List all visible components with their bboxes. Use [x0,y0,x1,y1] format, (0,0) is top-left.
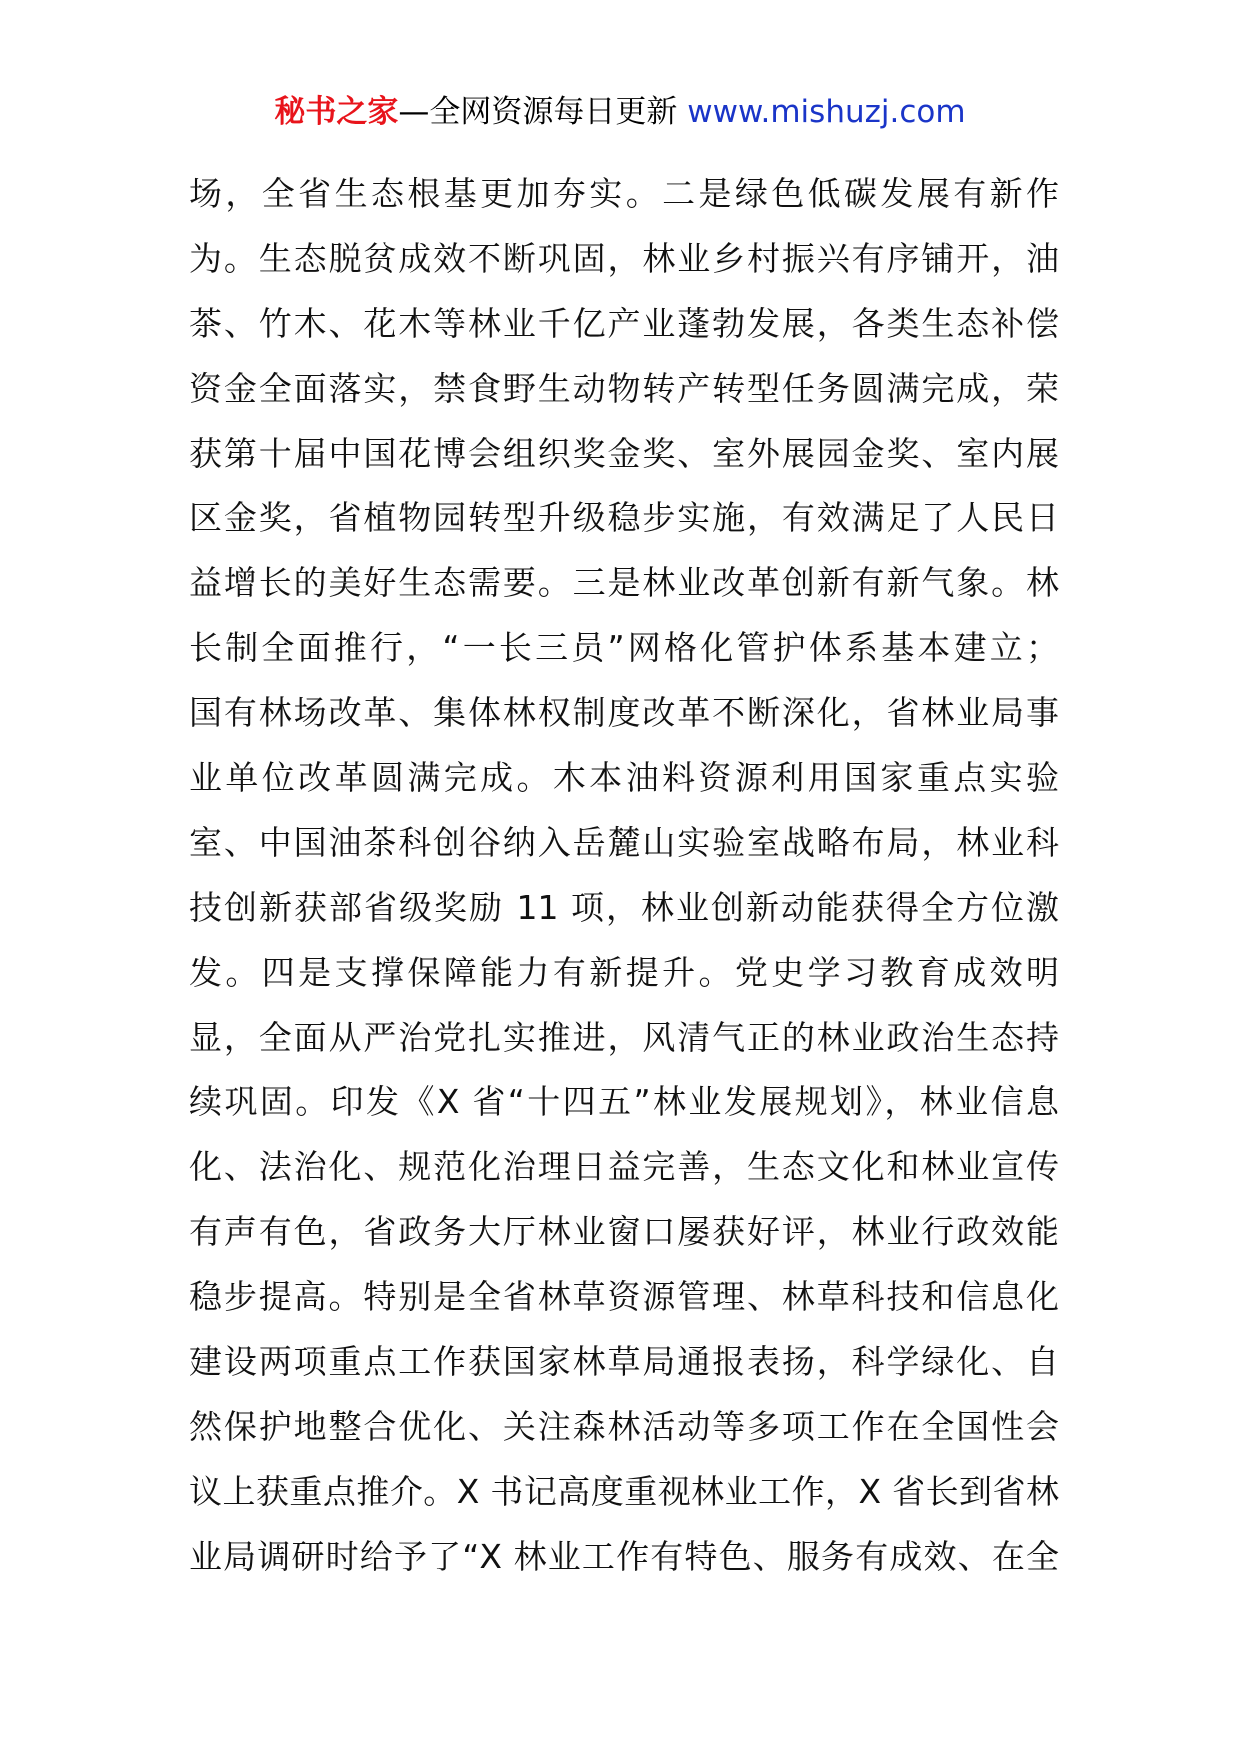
text-line: 益增长的美好生态需要。三是林业改革创新有新气象。林 [189,563,1059,603]
text-line: 建设两项重点工作获国家林草局通报表扬，科学绿化、自 [189,1342,1059,1382]
text-line: 为。生态脱贫成效不断巩固，林业乡村振兴有序铺开，油 [189,238,1059,278]
text-line: 场，全省生态根基更加夯实。二是绿色低碳发展有新作 [189,174,1059,213]
site-url-link[interactable]: www.mishuzj.com [687,94,966,130]
text-line: 获第十届中国花博会组织奖金奖、室外展园金奖、室内展 [189,433,1059,473]
text-line: 室、中国油茶科创谷纳入岳麓山实验室战略布局，林业科 [189,822,1059,862]
text-line: 化、法治化、规范化治理日益完善，生态文化和林业宣传 [189,1147,1059,1187]
text-line: 业单位改革圆满完成。木本油料资源利用国家重点实验 [189,758,1059,798]
text-line: 稳步提高。特别是全省林草资源管理、林草科技和信息化 [189,1277,1059,1317]
document-body [189,162,1059,1590]
text-line: 技创新获部省级奖励 11 项，林业创新动能获得全方位激 [189,887,1059,927]
text-line: 然保护地整合优化、关注森林活动等多项工作在全国性会 [189,1406,1059,1446]
site-tagline: —全网资源每日更新 [398,94,678,130]
text-line: 业局调研时给予了“X 林业工作有特色、服务有成效、在全 [189,1536,1059,1576]
text-line: 议上获重点推介。X 书记高度重视林业工作，X 省长到省林 [189,1471,1059,1511]
text-line: 发。四是支撑保障能力有新提升。党史学习教育成效明 [189,952,1059,992]
text-line: 茶、竹木、花木等林业千亿产业蓬勃发展，各类生态补偿 [189,303,1059,343]
text-line: 资金全面落实，禁食野生动物转产转型任务圆满完成，荣 [189,368,1059,408]
text-line: 区金奖，省植物园转型升级稳步实施，有效满足了人民日 [189,498,1059,538]
text-line: 显，全面从严治党扎实推进，风清气正的林业政治生态持 [189,1017,1059,1057]
site-header [0,92,1240,132]
text-line: 续巩固。印发《X 省“十四五”林业发展规划》，林业信息 [189,1082,1059,1122]
text-line: 有声有色，省政务大厅林业窗口屡获好评，林业行政效能 [189,1212,1059,1252]
site-brand: 秘书之家 [274,94,399,130]
text-line: 长制全面推行，“一长三员”网格化管护体系基本建立； [189,628,1059,668]
text-line: 国有林场改革、集体林权制度改革不断深化，省林业局事 [189,693,1059,733]
